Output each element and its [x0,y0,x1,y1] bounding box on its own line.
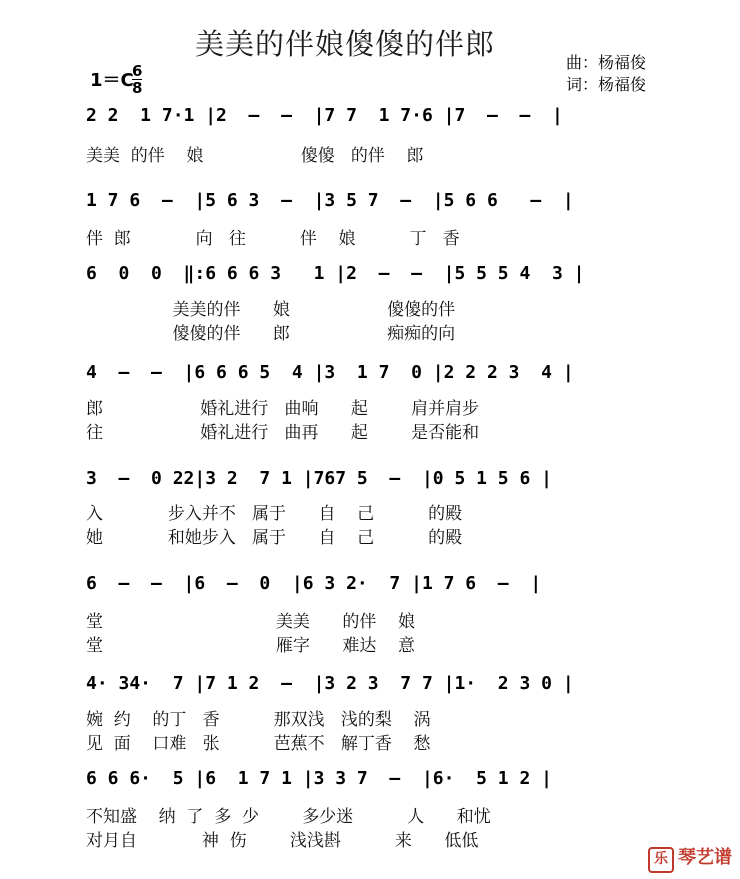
time-signature-bottom: 8 [132,79,143,97]
notation-line-7: 4· 34· 7 |7 1 2 – |3 2 3 7 7 |1· 2 3 0 | [86,673,574,694]
lyrics-line-4-verse-1: 郎 婚礼进行 曲响 起 肩并肩步 [86,399,480,419]
lyrics-line-5-verse-2: 她 和她步入 属于 自 己 的殿 [86,528,463,548]
lyrics-line-2-verse-1: 伴 郎 向 往 伴 娘 丁 香 [86,229,460,249]
notation-line-4: 4 – – |6 6 6 5 4 |3 1 7 0 |2 2 2 3 4 | [86,362,574,383]
notation-line-6: 6 – – |6 – 0 |6 3 2· 7 |1 7 6 – | [86,573,542,594]
time-signature-top: 6 [132,62,143,80]
lyrics-line-6-verse-2: 堂 雁字 难达 意 [86,636,415,656]
lyrics-line-1-verse-1: 美美 的伴 娘 傻傻 的伴 郎 [86,146,424,166]
watermark-text: 琴艺谱 [678,847,732,868]
lyrics-line-4-verse-2: 往 婚礼进行 曲再 起 是否能和 [86,423,480,443]
lyrics-line-6-verse-1: 堂 美美 的伴 娘 [86,612,415,632]
key-signature: 1＝C [90,70,134,91]
notation-line-8: 6 6 6· 5 |6 1 7 1 |3 3 7 – |6· 5 1 2 | [86,768,552,789]
time-signature [132,63,142,96]
logo-icon: 乐 [648,847,674,873]
lyrics-line-7-verse-2: 见 面 口难 张 芭蕉不 解丁香 愁 [86,734,431,754]
notation-line-2: 1 7 6 – |5 6 3 – |3 5 7 – |5 6 6 – | [86,190,574,211]
lyrics-line-8-verse-1: 不知盛 纳 了 多 少 多少迷 人 和忧 [86,807,491,827]
song-title: 美美的伴娘傻傻的伴郎 [195,27,496,61]
lyrics-line-3-verse-1: 美美的伴 娘 傻傻的伴 [86,300,456,320]
composer-credit: 曲：杨福俊 [566,53,647,72]
lyrics-line-3-verse-2: 傻傻的伴 郎 痴痴的向 [86,324,456,344]
lyricist-credit: 词：杨福俊 [566,75,647,94]
notation-line-1: 2 2 1 7·1 |2 – – |7 7 1 7·6 |7 – – | [86,105,563,126]
lyrics-line-7-verse-1: 婉 约 的丁 香 那双浅 浅的梨 涡 [86,710,431,730]
site-watermark [648,843,732,873]
lyrics-line-8-verse-2: 对月自 神 伤 浅浅斟 来 低低 [86,831,479,851]
notation-line-5: 3 – 0 22|3 2 7 1 |767 5 – |0 5 1 5 6 | [86,468,552,489]
notation-line-3: 6 0 0 ‖:6 6 6 3 1 |2 – – |5 5 5 4 3 | [86,263,585,284]
lyrics-line-5-verse-1: 入 步入并不 属于 自 己 的殿 [86,504,463,524]
